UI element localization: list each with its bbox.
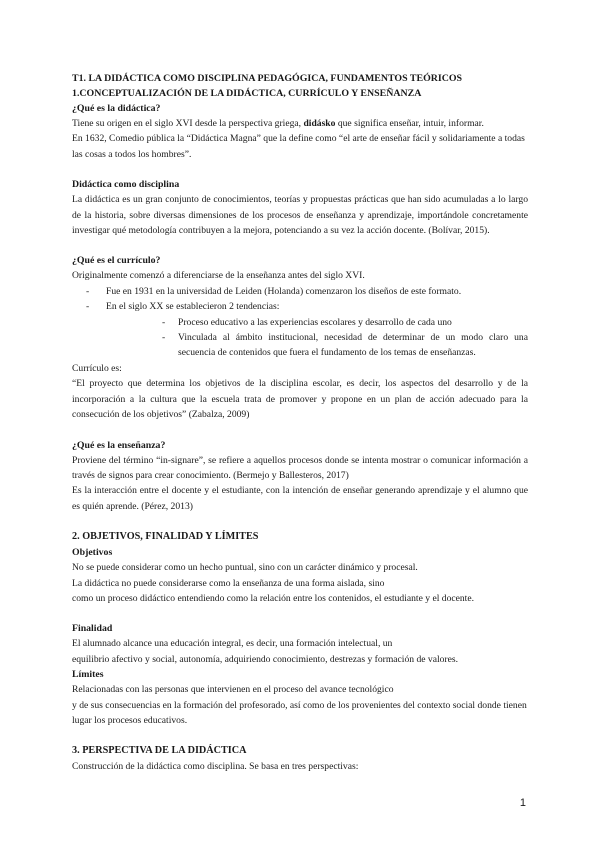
curriculo-label: Currículo es: bbox=[72, 362, 122, 374]
objetivos-heading: Objetivos bbox=[72, 547, 113, 559]
didasko-term: didásko bbox=[303, 118, 336, 129]
section-3-paragraph: Construcción de la didáctica como disciplina. Se basa en tres perspectivas: bbox=[72, 761, 359, 773]
limites-heading: Límites bbox=[72, 669, 104, 681]
document-title-line2: 1.CONCEPTUALIZACIÓN DE LA DIDÁCTICA, CURRÍCULO Y ENSEÑANZA bbox=[72, 87, 422, 99]
curriculo-heading: ¿Qué es el currículo? bbox=[72, 255, 161, 267]
curriculo-list bbox=[72, 284, 528, 361]
list-item: - Fue en 1931 en la universidad de Leiden (Holanda) comenzaron los diseños de este formato. bbox=[72, 284, 528, 299]
origin-text-before: Tiene su origen en el siglo XVI desde la perspectiva griega, bbox=[72, 118, 304, 129]
origin-text-after: que significa enseñar, intuir, informar. bbox=[335, 118, 484, 129]
section-3-heading: 3. PERSPECTIVA DE LA DIDÁCTICA bbox=[72, 745, 247, 757]
didactica-heading: ¿Qué es la didáctica? bbox=[72, 103, 161, 114]
objetivos-line-3: como un proceso didáctico entendiendo como la relación entre los contenidos, el estudiante y el docente. bbox=[72, 592, 475, 604]
didactica-paragraph-magna: En 1632, Comedio pública la “Didáctica Magna” que la define como “el arte de enseñar fácil y solidariamente a todas las cosas a todos los hombres”. bbox=[72, 133, 525, 160]
list-item-text: En el siglo XX se establecieron 2 tendencias: bbox=[106, 301, 280, 313]
page-number: 1 bbox=[519, 797, 526, 809]
list-item bbox=[72, 299, 528, 361]
finalidad-heading: Finalidad bbox=[72, 623, 113, 635]
ensenanza-paragraph-1: Proviene del término “in-signare”, se refiere a aquellos procesos donde se intenta mostrar o comunicar información a través de signos para crear conocimiento. (Bermejo y Ballesteros, 2017) bbox=[72, 454, 528, 481]
disciplina-heading: Didáctica como disciplina bbox=[72, 179, 180, 191]
list-item: - Proceso educativo a las experiencias escolares y desarrollo de cada uno bbox=[106, 315, 528, 330]
finalidad-line-1: El alumnado alcance una educación integral, es decir, una formación intelectual, un bbox=[72, 638, 393, 650]
limites-line-2: y de sus consecuencias en la formación del profesorado, así como de los provenientes del contexto social donde tienen lugar los procesos educativos. bbox=[72, 699, 527, 726]
limites-line-1: Relacionadas con las personas que intervienen en el proceso del avance tecnológico bbox=[72, 684, 394, 696]
curriculo-intro: Originalmente comenzó a diferenciarse de la enseñanza antes del siglo XVI. bbox=[72, 270, 365, 282]
didactica-paragraph-origin bbox=[72, 116, 528, 131]
curriculo-quote: “El proyecto que determina los objetivos de la disciplina escolar, es decir, los aspectos del desarrollo y de la incorporación a la cultura que la escuela trata de promover y propone en un plan de acción adecuado para la consecución de los objetivos” (Zabalza, 2009) bbox=[72, 378, 528, 421]
disciplina-paragraph: La didáctica es un gran conjunto de conocimientos, teorías y propuestas prácticas que han sido acumuladas a lo largo de la historia, sobre diversas dimensiones de los procesos de enseñanza y aprendizaje, importándole concretamente investigar qué metodología contribuyen a la mejora, potenciando a su vez la acción docente. (Bolívar, 2015). bbox=[72, 194, 528, 237]
objetivos-line-2: La didáctica no puede considerarse como la enseñanza de una forma aislada, sino bbox=[72, 577, 385, 589]
list-item: - Vinculada al ámbito institucional, necesidad de determinar de un modo claro una secuencia de contenidos que fuera el fundamento de los temas de enseñanzas. bbox=[106, 330, 528, 361]
section-2-heading: 2. OBJETIVOS, FINALIDAD Y LÍMITES bbox=[72, 531, 259, 543]
ensenanza-paragraph-2: Es la interacción entre el docente y el estudiante, con la intención de enseñar generando aprendizaje y el alumno que es quién aprende. (Pérez, 2013) bbox=[72, 485, 528, 512]
finalidad-line-2: equilibrio afectivo y social, autonomía, adquiriendo conocimiento, destrezas y formación de valores. bbox=[72, 653, 459, 665]
document-title-line1: T1. LA DIDÁCTICA COMO DISCIPLINA PEDAGÓGICA, FUNDAMENTOS TEÓRICOS bbox=[72, 73, 463, 84]
ensenanza-heading: ¿Qué es la enseñanza? bbox=[72, 439, 166, 451]
objetivos-line-1: No se puede considerar como un hecho puntual, sino con un carácter dinámico y procesal. bbox=[72, 562, 418, 574]
document-page bbox=[72, 72, 528, 775]
tendencias-list bbox=[106, 315, 528, 361]
